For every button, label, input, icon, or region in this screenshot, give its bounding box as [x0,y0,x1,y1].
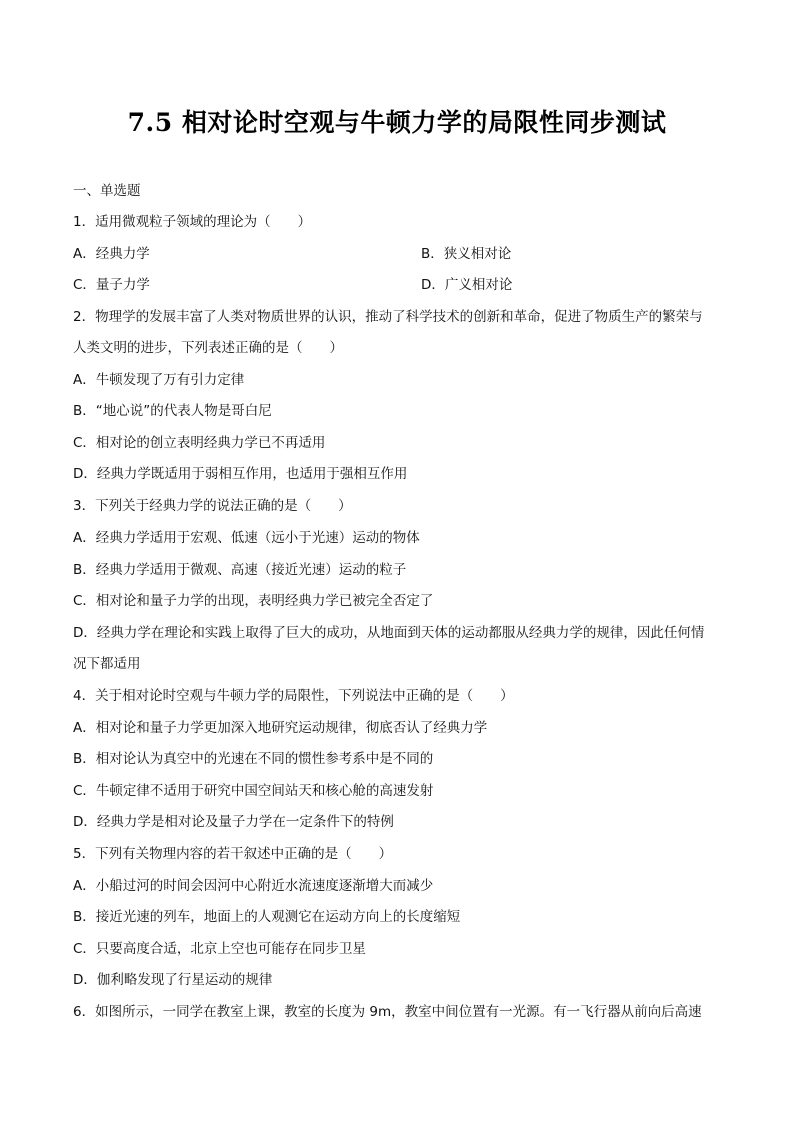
question-1-option-a[interactable]: A．经典力学 [73,246,150,262]
question-6-stem: 6．如图所示，一同学在教室上课，教室的长度为 9m，教室中间位置有一光源。有一飞行器从前向后高速 [73,1004,702,1020]
question-1-stem: 1．适用微观粒子领域的理论为（ ） [73,214,312,230]
question-3-option-a[interactable]: A．经典力学适用于宏观、低速（远小于光速）运动的物体 [73,530,420,546]
question-2-option-a[interactable]: A．牛顿发现了万有引力定律 [73,372,245,388]
question-1-option-b[interactable]: B．狭义相对论 [421,246,512,262]
question-5-option-b[interactable]: B．接近光速的列车，地面上的人观测它在运动方向上的长度缩短 [73,909,461,925]
document-title: 7.5 相对论时空观与牛顿力学的局限性同步测试 [127,108,667,137]
question-4-stem: 4．关于相对论时空观与牛顿力学的局限性，下列说法中正确的是（ ） [73,688,514,704]
question-1-option-d[interactable]: D．广义相对论 [421,277,513,293]
question-4-option-c[interactable]: C．牛顿定律不适用于研究中国空间站天和核心舱的高速发射 [73,783,434,799]
question-4-option-a[interactable]: A．相对论和量子力学更加深入地研究运动规律，彻底否认了经典力学 [73,720,488,736]
question-1-options-row-2 [73,275,733,295]
question-2-stem-line-1: 2．物理学的发展丰富了人类对物质世界的认识，推动了科学技术的创新和革命，促进了物质生产的繁荣与 [73,309,703,325]
question-2-stem-line-2: 人类文明的进步，下列表述正确的是（ ） [73,340,343,356]
question-3-option-d-line-2: 况下都适用 [73,656,141,672]
question-4-option-d[interactable]: D．经典力学是相对论及量子力学在一定条件下的特例 [73,814,394,830]
question-3-option-d-line-1[interactable]: D．经典力学在理论和实践上取得了巨大的成功，从地面到天体的运动都服从经典力学的规律，因此任何情 [73,625,705,641]
section-heading: 一、单选题 [73,183,141,199]
question-5-option-c[interactable]: C．只要高度合适，北京上空也可能存在同步卫星 [73,941,366,957]
question-3-option-c[interactable]: C．相对论和量子力学的出现，表明经典力学已被完全否定了 [73,593,434,609]
question-2-option-c[interactable]: C．相对论的创立表明经典力学已不再适用 [73,435,326,451]
question-5-option-a[interactable]: A．小船过河的时间会因河中心附近水流速度逐渐增大而减少 [73,878,434,894]
question-5-stem: 5．下列有关物理内容的若干叙述中正确的是（ ） [73,846,393,862]
question-5-option-d[interactable]: D．伽利略发现了行星运动的规律 [73,972,273,988]
question-4-option-b[interactable]: B．相对论认为真空中的光速在不同的惯性参考系中是不同的 [73,751,434,767]
question-1-option-c[interactable]: C．量子力学 [73,277,150,293]
question-3-option-b[interactable]: B．经典力学适用于微观、高速（接近光速）运动的粒子 [73,562,407,578]
question-1-options-row-1 [73,244,733,264]
question-2-option-b[interactable]: B．“地心说”的代表人物是哥白尼 [73,403,272,419]
question-2-option-d[interactable]: D．经典力学既适用于弱相互作用，也适用于强相互作用 [73,466,408,482]
question-3-stem: 3．下列关于经典力学的说法正确的是（ ） [73,498,352,514]
